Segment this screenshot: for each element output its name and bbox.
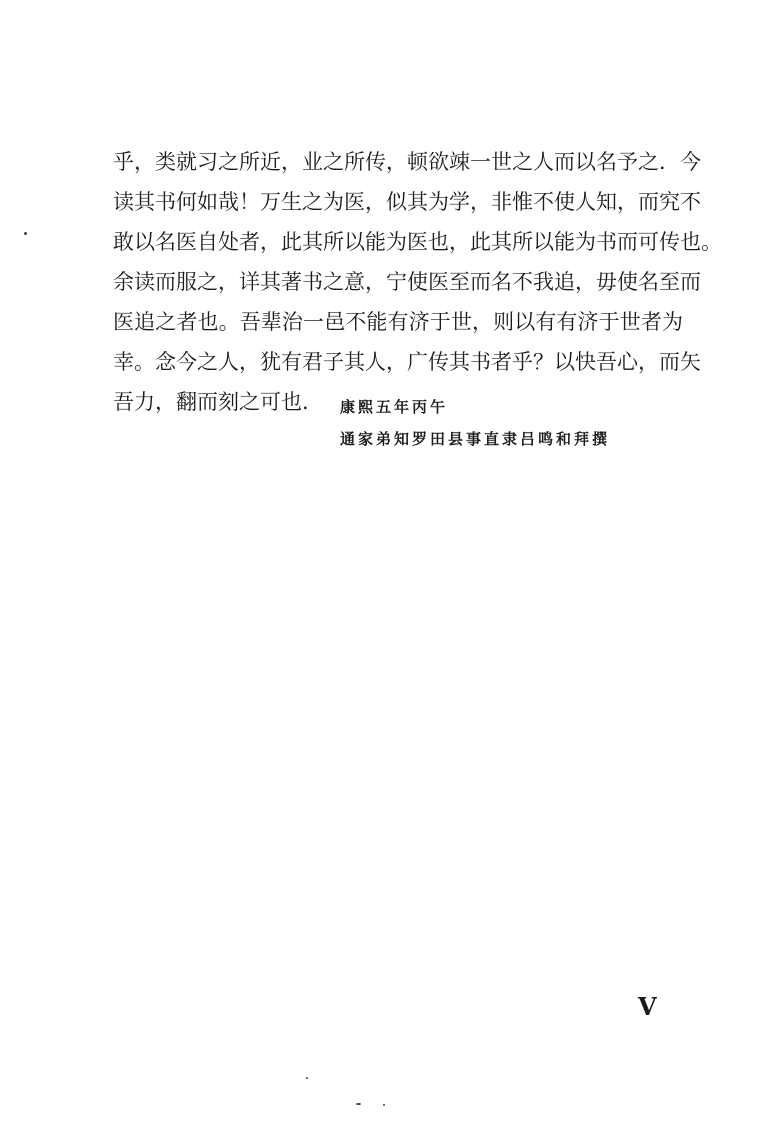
text-line: 读其书何如哉！万生之为医，似其为学，非惟不使人知，而究不 — [113, 190, 701, 214]
scan-speck — [383, 1104, 385, 1106]
text-line: 余读而服之，详其著书之意，宁使医至而名不我追，毋使名至而 — [113, 270, 701, 294]
page-number: V — [638, 992, 657, 1021]
scan-speck — [356, 1103, 361, 1105]
author-signature: 通家弟知罗田县事直隶吕鸣和拜撰 — [340, 430, 611, 448]
text-line: 吾力，翻而刻之可也. — [113, 390, 309, 414]
text-line: 乎，类就习之所近，业之所传，顿欲竦一世之人而以名予之．今 — [113, 150, 701, 174]
dateline: 康熙五年丙午 — [340, 398, 449, 416]
text-line: 敢以名医自处者，此其所以能为医也，此其所以能为书而可传也。 — [113, 230, 722, 254]
text-line: 幸。念今之人，犹有君子其人，广传其书者乎？以快吾心，而矢 — [113, 350, 701, 374]
scan-speck — [306, 1077, 308, 1079]
text-line: 医追之者也。吾辈治一邑不能有济于世，则以有有济于世者为 — [113, 310, 683, 334]
preface-body — [113, 142, 722, 422]
scan-speck — [24, 232, 27, 235]
